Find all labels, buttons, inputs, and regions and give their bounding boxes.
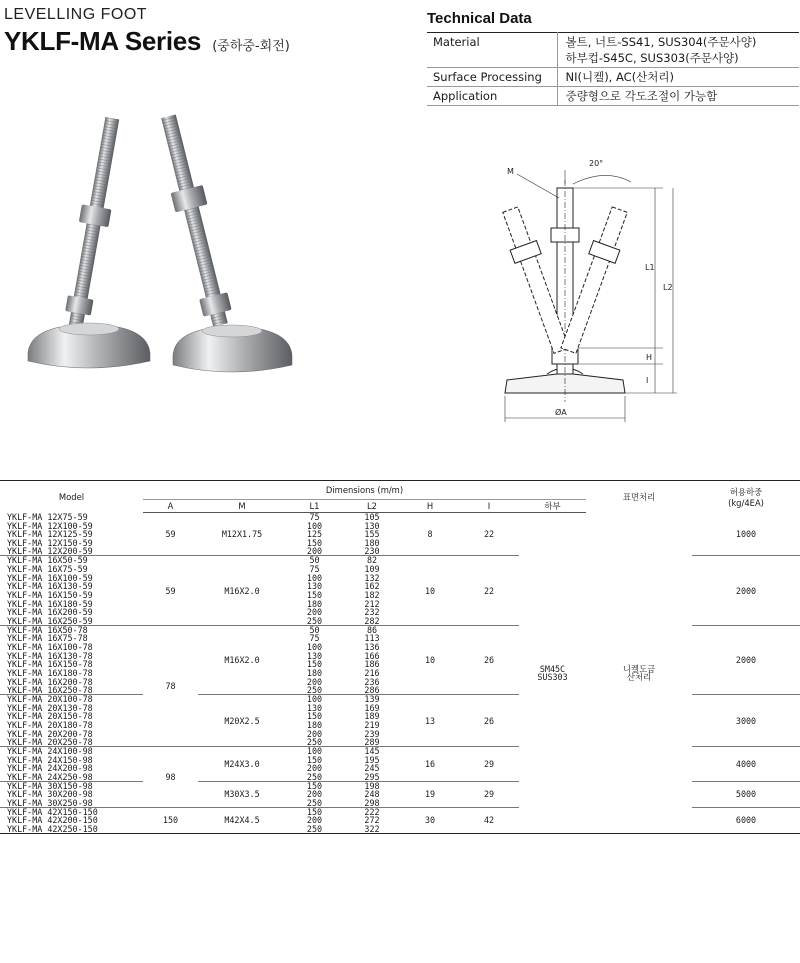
l2-cell: 286: [364, 685, 380, 695]
l2-cell: 282: [364, 616, 380, 626]
tech-key: Material: [427, 33, 557, 68]
l1-cell: 180: [306, 599, 323, 608]
l1-cell: 75: [309, 633, 320, 643]
title-row: [4, 26, 290, 57]
m-cell: M42X4.5: [198, 807, 286, 833]
l1-cell: 100: [286, 695, 343, 704]
l2-cell: 139: [343, 695, 401, 704]
tech-row-application: [427, 87, 799, 106]
m-cell: M16X2.0: [198, 556, 286, 625]
model-cell: YKLF-MA 16X50-59: [0, 556, 143, 565]
model-cell: YKLF-MA 16X200-59: [7, 607, 93, 617]
model-cell: YKLF-MA 24X200-98: [7, 763, 93, 773]
l1-cell: 200: [306, 607, 323, 617]
model-cell: YKLF-MA 20X150-78: [7, 711, 93, 721]
model-cell: YKLF-MA 16X50-78: [0, 625, 143, 634]
l1-cell: 75: [309, 512, 320, 522]
i-cell: 22: [483, 529, 495, 540]
l1-cell: 180: [306, 720, 323, 730]
label-angle: 20°: [589, 159, 604, 168]
model-cell: YKLF-MA 30X200-98: [7, 790, 93, 799]
i-cell: 26: [459, 625, 519, 694]
specification-table-wrap: [0, 480, 800, 835]
l1-cell: 200: [306, 763, 323, 773]
l2-cell: 248: [364, 790, 380, 799]
model-cell: YKLF-MA 42X250-150: [7, 824, 98, 834]
model-cell: YKLF-MA 20X100-78: [0, 695, 143, 704]
model-cell: YKLF-MA 16X130-78: [7, 651, 93, 660]
load-cell: 4000: [692, 747, 800, 782]
l1-cell: 200: [306, 816, 323, 825]
m-cell: M16X2.0: [198, 625, 286, 694]
l2-cell: 232: [364, 607, 380, 617]
model-cell: YKLF-MA 24X100-98: [0, 747, 143, 756]
l1-cell: 150: [306, 590, 323, 600]
foot-right: [152, 112, 292, 372]
model-cell: YKLF-MA 42X200-150: [7, 816, 98, 825]
load-cell: 5000: [692, 781, 800, 807]
l1-cell: 100: [286, 747, 343, 756]
h-cell: 10: [401, 625, 459, 694]
l2-cell: 189: [364, 711, 380, 721]
l1-cell: 250: [306, 737, 323, 747]
load-cell: 1000: [735, 528, 757, 539]
l2-cell: 82: [343, 556, 401, 565]
model-cell: YKLF-MA 16X75-59: [7, 564, 88, 574]
col-h: H: [401, 500, 459, 513]
model-cell: YKLF-MA 30X250-98: [7, 798, 93, 808]
label-a: ØA: [555, 408, 567, 417]
col-l1: L1: [286, 500, 343, 513]
model-cell: YKLF-MA 12X150-59: [7, 538, 93, 548]
tech-value: NI(니켈), AC(산처리): [557, 68, 799, 87]
l2-cell: 219: [364, 720, 380, 730]
a-cell: 78: [143, 625, 198, 746]
l2-cell: 86: [343, 625, 401, 634]
label-h: H: [646, 353, 653, 362]
col-i: I: [459, 500, 519, 513]
specification-body: [0, 513, 800, 834]
i-cell: 29: [459, 747, 519, 782]
technical-drawing: [455, 140, 685, 440]
model-cell: YKLF-MA 20X130-78: [7, 703, 93, 712]
technical-data-title: Technical Data: [427, 10, 532, 27]
l2-cell: 132: [364, 573, 380, 582]
tech-value: 중량형으로 각도조절이 가능함: [557, 87, 799, 106]
m-cell: M20X2.5: [198, 695, 286, 747]
model-cell: YKLF-MA 16X100-78: [7, 642, 93, 652]
l2-cell: 166: [364, 651, 380, 660]
l1-cell: 50: [286, 625, 343, 634]
l1-cell: 50: [286, 556, 343, 565]
table-row: [0, 513, 800, 522]
tech-row-surface: [427, 68, 799, 87]
l2-cell: 155: [364, 529, 380, 539]
l2-cell: 198: [343, 781, 401, 790]
model-cell: YKLF-MA 24X150-98: [7, 755, 93, 764]
col-dimensions: Dimensions (m/m): [143, 481, 586, 500]
model-cell: YKLF-MA 12X75-59: [7, 512, 88, 522]
tech-key: Surface Processing: [427, 68, 557, 87]
tech-value-line: 볼트, 너트-SS41, SUS304(주문사양): [565, 35, 757, 49]
model-cell: YKLF-MA 16X200-78: [7, 677, 93, 686]
l1-cell: 150: [286, 781, 343, 790]
model-cell: YKLF-MA 16X130-59: [7, 581, 93, 591]
l1-cell: 125: [306, 529, 323, 539]
l1-cell: 150: [306, 711, 323, 721]
m-cell: M30X3.5: [198, 781, 286, 807]
technical-data: [427, 10, 799, 106]
table-bottom-rule: [0, 833, 800, 835]
h-cell: 10: [401, 556, 459, 625]
col-load-label: 허용하중: [729, 486, 763, 497]
model-cell: YKLF-MA 12X100-59: [7, 521, 93, 530]
l1-cell: 180: [306, 668, 323, 678]
lower-material-line: SM45C: [539, 663, 566, 674]
l1-cell: 250: [306, 798, 323, 808]
l2-cell: 195: [364, 755, 380, 764]
load-cell: 6000: [692, 807, 800, 833]
l1-cell: 150: [286, 807, 343, 816]
model-cell: YKLF-MA 24X250-98: [7, 772, 93, 782]
lower-material-cell: [519, 513, 586, 834]
tech-row-material: [427, 33, 799, 68]
a-cell: 150: [143, 807, 198, 833]
l1-cell: 250: [306, 616, 323, 626]
l1-cell: 200: [306, 729, 323, 738]
tech-key: Application: [427, 87, 557, 106]
model-cell: YKLF-MA 12X200-59: [7, 547, 93, 556]
l1-cell: 150: [306, 659, 323, 669]
l2-cell: 113: [364, 633, 380, 643]
tech-value-line: 하부컵-S45C, SUS303(주문사양): [565, 51, 739, 65]
tech-value: [557, 33, 799, 68]
header: [4, 6, 290, 57]
l2-cell: 230: [364, 547, 380, 556]
load-cell: 2000: [692, 556, 800, 625]
l2-cell: 145: [343, 747, 401, 756]
col-surface: 표면처리: [622, 491, 656, 502]
m-cell: M12X1.75: [221, 529, 263, 540]
label-l2: L2: [663, 283, 673, 292]
surface-treatment-line: 산처리: [626, 671, 652, 682]
model-cell: YKLF-MA 16X150-59: [7, 590, 93, 600]
l1-cell: 200: [306, 790, 323, 799]
l1-cell: 130: [306, 703, 323, 712]
col-load-unit: (kg/4EA): [728, 497, 764, 508]
l1-cell: 150: [306, 538, 323, 548]
load-cell: 2000: [692, 625, 800, 694]
l1-cell: 130: [306, 581, 323, 591]
a-cell: 59: [143, 556, 198, 625]
l1-cell: 250: [306, 772, 323, 782]
m-cell: M24X3.0: [198, 747, 286, 782]
page-title: YKLF-MA Series: [4, 26, 202, 56]
model-cell: YKLF-MA 16X250-78: [7, 685, 93, 695]
model-cell: YKLF-MA 20X200-78: [7, 729, 93, 738]
i-cell: 26: [459, 695, 519, 747]
model-cell: YKLF-MA 20X250-78: [7, 737, 93, 747]
l2-cell: 322: [364, 824, 380, 834]
i-cell: 29: [459, 781, 519, 807]
model-cell: YKLF-MA 16X75-78: [7, 633, 88, 643]
l2-cell: 222: [343, 807, 401, 816]
load-cell: 3000: [692, 695, 800, 747]
l1-cell: 100: [306, 521, 323, 530]
label-l1: L1: [645, 263, 655, 272]
header-row-1: [0, 481, 800, 500]
l2-cell: 180: [364, 538, 380, 548]
model-cell: YKLF-MA 20X180-78: [7, 720, 93, 730]
l1-cell: 75: [309, 564, 320, 574]
label-m: M: [507, 167, 514, 176]
l1-cell: 130: [306, 651, 323, 660]
specification-table: [0, 480, 800, 835]
col-model: Model: [58, 491, 85, 502]
i-cell: 42: [459, 807, 519, 833]
technical-data-table: [427, 32, 799, 106]
h-cell: 30: [401, 807, 459, 833]
model-cell: YKLF-MA 16X100-59: [7, 573, 93, 582]
col-m: M: [198, 500, 286, 513]
l1-cell: 250: [306, 824, 323, 834]
l2-cell: 105: [364, 512, 380, 522]
l2-cell: 169: [364, 703, 380, 712]
surface-treatment-cell: [586, 513, 692, 834]
model-cell: YKLF-MA 16X250-59: [7, 616, 93, 626]
l2-cell: 295: [364, 772, 380, 782]
category-label: LEVELLING FOOT: [4, 6, 148, 23]
l2-cell: 289: [364, 737, 380, 747]
page-subtitle: (중하중-회전): [212, 39, 290, 54]
l2-cell: 212: [364, 599, 380, 608]
label-i: I: [646, 376, 649, 385]
l1-cell: 250: [306, 685, 323, 695]
h-cell: 13: [401, 695, 459, 747]
l1-cell: 100: [306, 642, 323, 652]
l2-cell: 245: [364, 763, 380, 773]
l2-cell: 162: [364, 581, 380, 591]
model-cell: YKLF-MA 16X180-78: [7, 668, 93, 678]
h-cell: 8: [427, 529, 433, 540]
model-cell: YKLF-MA 30X150-98: [0, 781, 143, 790]
h-cell: 16: [401, 747, 459, 782]
col-lower: 하부: [519, 500, 586, 513]
l2-cell: 186: [364, 659, 380, 669]
i-cell: 22: [459, 556, 519, 625]
col-l2: L2: [343, 500, 401, 513]
model-cell: YKLF-MA 42X150-150: [0, 807, 143, 816]
a-cell: 98: [143, 747, 198, 808]
l2-cell: 216: [364, 668, 380, 678]
l2-cell: 298: [364, 798, 380, 808]
a-cell: 59: [165, 529, 176, 540]
surface-treatment-line: 니켈도금: [622, 663, 656, 674]
h-cell: 19: [401, 781, 459, 807]
l1-cell: 200: [306, 547, 323, 556]
l2-cell: 272: [364, 816, 380, 825]
l2-cell: 182: [364, 590, 380, 600]
foot-left: [28, 116, 150, 368]
l2-cell: 239: [364, 729, 380, 738]
col-load: [692, 481, 800, 513]
col-a: A: [143, 500, 198, 513]
l2-cell: 236: [364, 677, 380, 686]
model-cell: YKLF-MA 16X150-78: [7, 659, 93, 669]
l1-cell: 150: [306, 755, 323, 764]
l2-cell: 136: [364, 642, 380, 652]
model-cell: YKLF-MA 16X180-59: [7, 599, 93, 608]
l1-cell: 200: [306, 677, 323, 686]
l1-cell: 100: [306, 573, 323, 582]
l2-cell: 130: [364, 521, 380, 530]
model-cell: YKLF-MA 12X125-59: [7, 529, 93, 539]
lower-material-line: SUS303: [537, 671, 568, 682]
l2-cell: 109: [364, 564, 380, 574]
product-photo: [10, 105, 400, 405]
